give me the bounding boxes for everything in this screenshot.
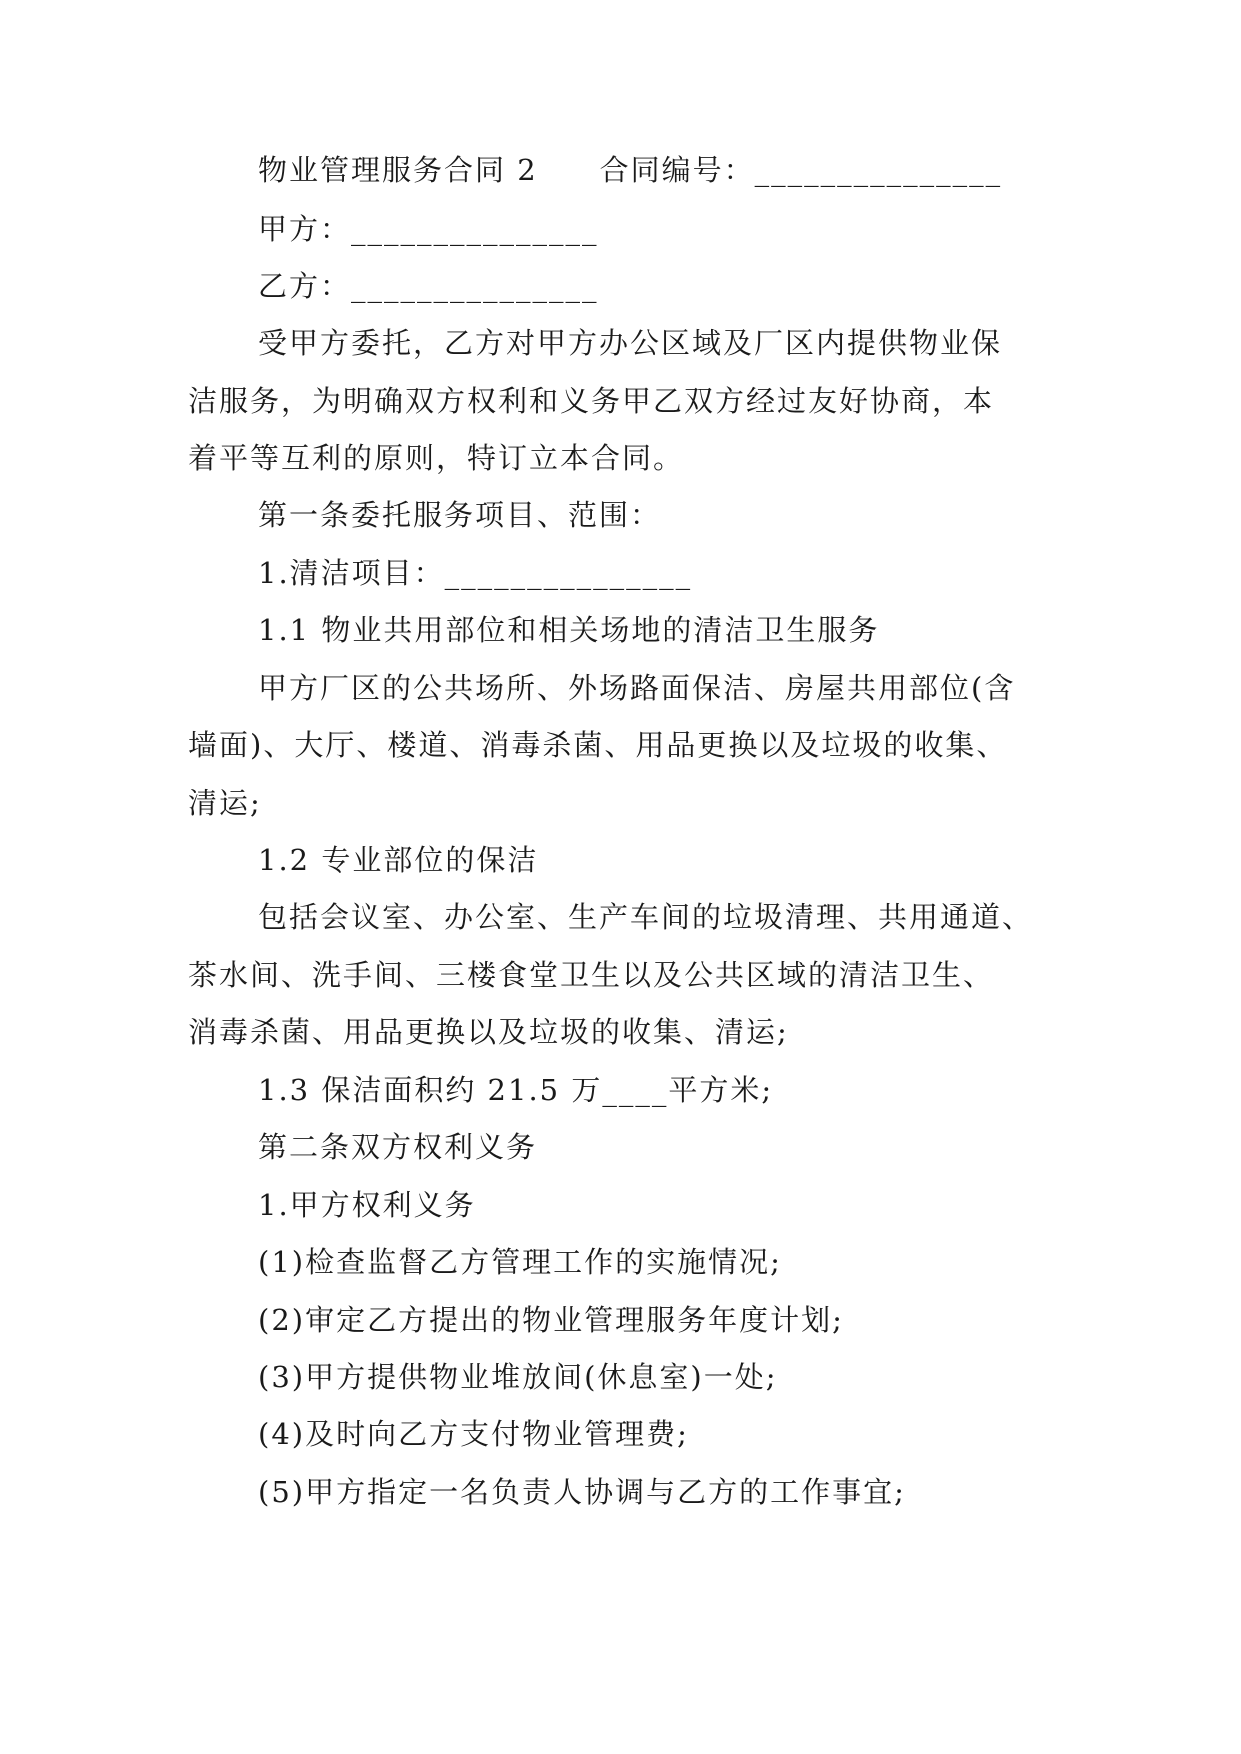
list-item: (3)甲方提供物业堆放间(休息室)一处; bbox=[258, 1360, 778, 1394]
paragraph-line: 受甲方委托，乙方对甲方办公区域及厂区内提供物业保 bbox=[258, 326, 1003, 360]
list-item: (2)审定乙方提出的物业管理服务年度计划; bbox=[258, 1303, 844, 1337]
paragraph-line: 着平等互利的原则，特订立本合同。 bbox=[188, 441, 685, 475]
paragraph-line: 清运; bbox=[188, 786, 262, 820]
paragraph-line: 包括会议室、办公室、生产车间的垃圾清理、共用通道、 bbox=[258, 900, 1034, 934]
paragraph-line: 洁服务，为明确双方权利和义务甲乙双方经过友好协商，本 bbox=[188, 384, 995, 418]
list-item: (4)及时向乙方支付物业管理费; bbox=[258, 1417, 689, 1451]
paragraph-line: 茶水间、洗手间、三楼食堂卫生以及公共区域的清洁卫生、 bbox=[188, 958, 995, 992]
party-a-line: 甲方：_______________ bbox=[258, 212, 599, 246]
paragraph-line: 甲方厂区的公共场所、外场路面保洁、房屋共用部位(含 bbox=[258, 671, 1016, 705]
section-heading: 第二条双方权利义务 bbox=[258, 1130, 538, 1164]
paragraph-line: 1.清洁项目：_______________ bbox=[258, 556, 693, 590]
paragraph-line: 1.2 专业部位的保洁 bbox=[258, 843, 539, 877]
list-item: (5)甲方指定一名负责人协调与乙方的工作事宜; bbox=[258, 1475, 906, 1509]
list-item: (1)检查监督乙方管理工作的实施情况; bbox=[258, 1245, 782, 1279]
paragraph-line: 1.3 保洁面积约 21.5 万____平方米; bbox=[258, 1073, 774, 1107]
document-title-line: 物业管理服务合同 2 合同编号：_______________ bbox=[258, 153, 1003, 187]
paragraph-line: 消毒杀菌、用品更换以及垃圾的收集、清运; bbox=[188, 1015, 789, 1049]
paragraph-line: 1.甲方权利义务 bbox=[258, 1188, 476, 1222]
paragraph-line: 1.1 物业共用部位和相关场地的清洁卫生服务 bbox=[258, 613, 880, 647]
paragraph-line: 墙面)、大厅、楼道、消毒杀菌、用品更换以及垃圾的收集、 bbox=[188, 728, 1008, 762]
section-heading: 第一条委托服务项目、范围： bbox=[258, 498, 662, 532]
party-b-line: 乙方：_______________ bbox=[258, 269, 599, 303]
